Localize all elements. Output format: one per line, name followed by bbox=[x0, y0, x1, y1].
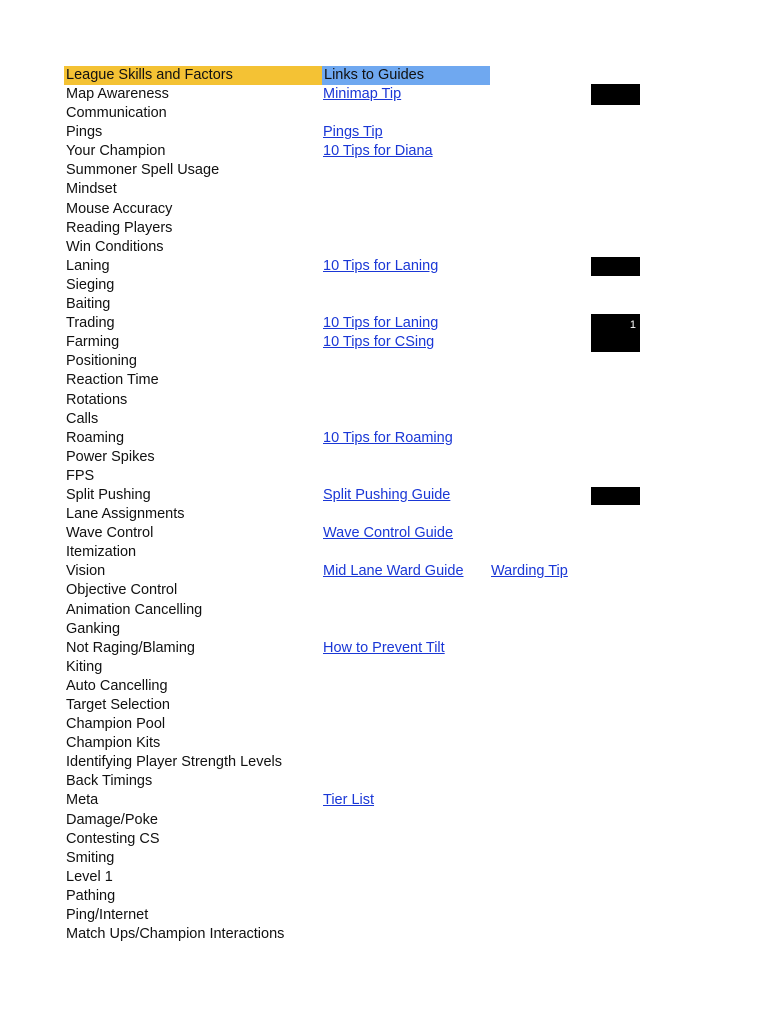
table-row bbox=[0, 104, 768, 123]
skill-label: Mouse Accuracy bbox=[66, 200, 173, 217]
skill-label: Your Champion bbox=[66, 143, 166, 160]
table-row bbox=[0, 295, 768, 314]
table-row bbox=[0, 620, 768, 639]
skill-label: Positioning bbox=[66, 353, 137, 370]
table-row bbox=[0, 85, 768, 104]
guide-link[interactable]: 10 Tips for Laning bbox=[323, 257, 439, 274]
skill-label: Win Conditions bbox=[66, 238, 164, 255]
redaction-block: 1 bbox=[591, 314, 640, 352]
guide-link[interactable]: 10 Tips for CSing bbox=[323, 334, 435, 351]
skill-label: Animation Cancelling bbox=[66, 601, 203, 618]
table-row bbox=[0, 830, 768, 849]
skill-label: Kiting bbox=[66, 658, 103, 675]
table-row bbox=[0, 639, 768, 658]
skill-label: Power Spikes bbox=[66, 448, 155, 465]
table-row bbox=[0, 123, 768, 142]
skill-label: Ganking bbox=[66, 620, 121, 637]
table-row bbox=[0, 142, 768, 161]
skill-label: Target Selection bbox=[66, 697, 170, 713]
table-row bbox=[0, 391, 768, 410]
skill-label: Summoner Spell Usage bbox=[66, 162, 220, 179]
skill-label: Level 1 bbox=[66, 868, 113, 885]
skill-label: Back Timings bbox=[66, 773, 153, 790]
table-row bbox=[0, 658, 768, 677]
guide-link-secondary[interactable]: Warding Tip bbox=[491, 563, 568, 580]
skill-label: Objective Control bbox=[66, 582, 178, 599]
table-row bbox=[0, 352, 768, 371]
skill-label: Contesting CS bbox=[66, 830, 160, 847]
skill-label: Rotations bbox=[66, 391, 128, 408]
redaction-block bbox=[591, 257, 640, 276]
guide-link[interactable]: Minimap Tip bbox=[323, 86, 402, 102]
table-row bbox=[0, 238, 768, 257]
skill-label: Itemization bbox=[66, 544, 137, 561]
guide-link[interactable]: Mid Lane Ward Guide bbox=[323, 563, 464, 580]
table-row bbox=[0, 486, 768, 505]
redaction-block bbox=[591, 84, 640, 105]
table-row bbox=[0, 333, 768, 352]
table-row bbox=[0, 753, 768, 772]
table-row bbox=[0, 811, 768, 830]
guide-link[interactable]: Pings Tip bbox=[323, 124, 383, 141]
table-row bbox=[0, 314, 768, 333]
skill-label: Pathing bbox=[66, 887, 116, 904]
table-row bbox=[0, 410, 768, 429]
skill-label: Laning bbox=[66, 257, 110, 274]
skill-label: Trading bbox=[66, 315, 115, 332]
table-row bbox=[0, 581, 768, 600]
skill-label: Lane Assignments bbox=[66, 506, 185, 523]
skill-label: Champion Kits bbox=[66, 735, 161, 752]
header-links: Links to Guides bbox=[322, 66, 490, 85]
guide-link[interactable]: 10 Tips for Diana bbox=[323, 143, 433, 160]
table-row bbox=[0, 257, 768, 276]
skill-label: Meta bbox=[66, 792, 99, 809]
skill-label: Auto Cancelling bbox=[66, 677, 168, 694]
table-row bbox=[0, 696, 768, 715]
skill-label: Mindset bbox=[66, 181, 117, 198]
skill-label: Not Raging/Blaming bbox=[66, 639, 195, 656]
skill-label: Farming bbox=[66, 334, 120, 351]
table-row bbox=[0, 505, 768, 524]
table-row bbox=[0, 161, 768, 180]
skill-label: Pings bbox=[66, 124, 103, 141]
table-row bbox=[0, 276, 768, 295]
guide-link[interactable]: Tier List bbox=[323, 792, 375, 809]
table-row bbox=[0, 429, 768, 448]
table-row bbox=[0, 906, 768, 925]
redaction-block bbox=[591, 487, 640, 505]
guide-link[interactable]: How to Prevent Tilt bbox=[323, 639, 445, 656]
table-row bbox=[0, 180, 768, 199]
table-row bbox=[0, 601, 768, 620]
skill-label: FPS bbox=[66, 467, 95, 484]
skill-label: Baiting bbox=[66, 296, 111, 313]
skills-table bbox=[0, 85, 768, 944]
table-row bbox=[0, 200, 768, 219]
skill-label: Vision bbox=[66, 563, 106, 580]
skill-label: Wave Control bbox=[66, 525, 154, 542]
table-row bbox=[0, 524, 768, 543]
skill-label: Communication bbox=[66, 105, 167, 122]
table-row bbox=[0, 925, 768, 944]
header-skills: League Skills and Factors bbox=[64, 66, 322, 85]
skill-label: Calls bbox=[66, 410, 99, 427]
table-row bbox=[0, 467, 768, 486]
skill-label: Ping/Internet bbox=[66, 907, 149, 924]
skill-label: Split Pushing bbox=[66, 486, 151, 503]
guide-link[interactable]: Split Pushing Guide bbox=[323, 486, 451, 503]
skill-label: Roaming bbox=[66, 429, 125, 446]
skill-label: Sieging bbox=[66, 276, 115, 293]
skill-label: Reaction Time bbox=[66, 372, 159, 389]
table-row bbox=[0, 677, 768, 696]
table-row bbox=[0, 734, 768, 753]
skill-label: Reading Players bbox=[66, 219, 173, 236]
table-row bbox=[0, 371, 768, 390]
table-row bbox=[0, 868, 768, 887]
table-row bbox=[0, 849, 768, 868]
table-row bbox=[0, 772, 768, 791]
table-row bbox=[0, 219, 768, 238]
guide-link[interactable]: 10 Tips for Roaming bbox=[323, 429, 453, 446]
table-row bbox=[0, 562, 768, 581]
skill-label: Match Ups/Champion Interactions bbox=[66, 926, 285, 943]
table-row bbox=[0, 543, 768, 562]
table-row bbox=[0, 715, 768, 734]
table-row bbox=[0, 791, 768, 810]
skill-label: Smiting bbox=[66, 849, 115, 866]
guide-link[interactable]: Wave Control Guide bbox=[323, 525, 454, 542]
skill-label: Map Awareness bbox=[66, 86, 169, 102]
skill-label: Champion Pool bbox=[66, 716, 166, 733]
guide-link[interactable]: 10 Tips for Laning bbox=[323, 315, 439, 332]
table-row bbox=[0, 448, 768, 467]
skill-label: Identifying Player Strength Levels bbox=[66, 754, 283, 771]
skill-label: Damage/Poke bbox=[66, 811, 158, 828]
table-row bbox=[0, 887, 768, 906]
